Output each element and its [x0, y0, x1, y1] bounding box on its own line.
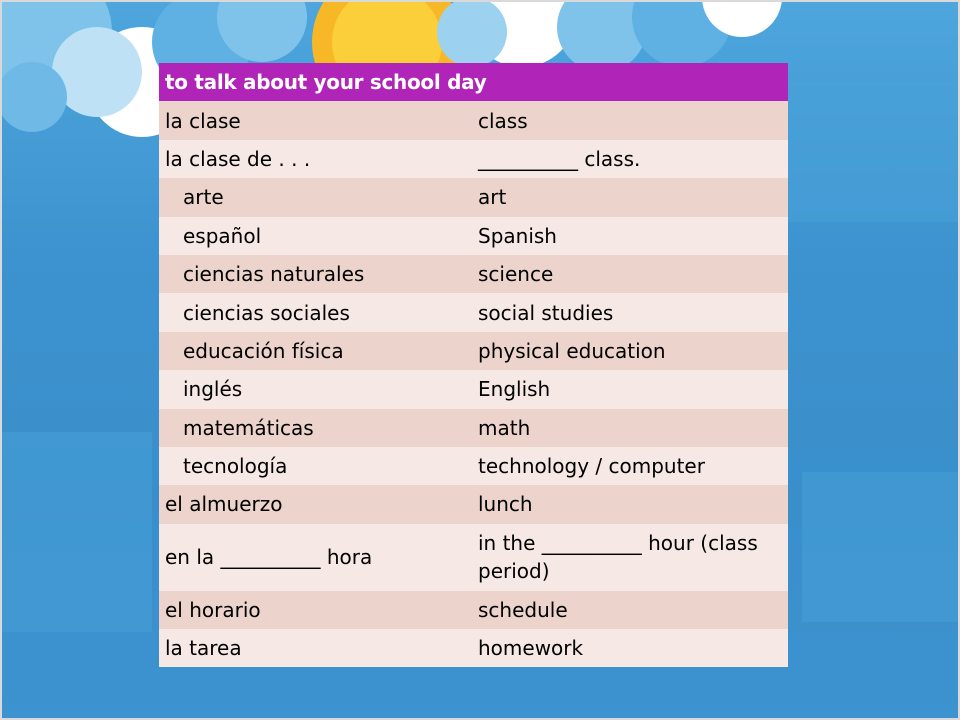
vocabulary-table — [159, 63, 788, 667]
table-header-row — [159, 63, 788, 101]
table-row — [159, 293, 788, 331]
table-row — [159, 217, 788, 255]
spanish-term: matemáticas — [159, 409, 472, 447]
table-row — [159, 101, 788, 139]
table-header: to talk about your school day — [159, 63, 788, 101]
table-row — [159, 409, 788, 447]
english-translation: homework — [472, 629, 788, 667]
table-row — [159, 255, 788, 293]
english-translation: __________ class. — [472, 140, 788, 178]
english-translation: physical education — [472, 332, 788, 370]
table-row — [159, 178, 788, 216]
english-translation: technology / computer — [472, 447, 788, 485]
english-translation: math — [472, 409, 788, 447]
spanish-term: el horario — [159, 591, 472, 629]
cloud-right-icon — [437, 2, 782, 72]
english-translation: class — [472, 101, 788, 139]
table-row — [159, 591, 788, 629]
table-row — [159, 629, 788, 667]
spanish-term: educación física — [159, 332, 472, 370]
table-row — [159, 524, 788, 591]
spanish-term: la tarea — [159, 629, 472, 667]
english-translation: Spanish — [472, 217, 788, 255]
english-translation: lunch — [472, 485, 788, 523]
english-translation: art — [472, 178, 788, 216]
english-translation: English — [472, 370, 788, 408]
spanish-term: arte — [159, 178, 472, 216]
table-row — [159, 140, 788, 178]
table-row — [159, 370, 788, 408]
table-row — [159, 447, 788, 485]
spanish-term: el almuerzo — [159, 485, 472, 523]
table-row — [159, 485, 788, 523]
spanish-term: ciencias naturales — [159, 255, 472, 293]
english-translation: science — [472, 255, 788, 293]
english-translation: in the __________ hour (class period) — [472, 524, 788, 591]
spanish-term: en la __________ hora — [159, 524, 472, 591]
table-row — [159, 332, 788, 370]
english-translation: schedule — [472, 591, 788, 629]
spanish-term: la clase de . . . — [159, 140, 472, 178]
spanish-term: ciencias sociales — [159, 293, 472, 331]
spanish-term: español — [159, 217, 472, 255]
english-translation: social studies — [472, 293, 788, 331]
spanish-term: la clase — [159, 101, 472, 139]
spanish-term: inglés — [159, 370, 472, 408]
spanish-term: tecnología — [159, 447, 472, 485]
